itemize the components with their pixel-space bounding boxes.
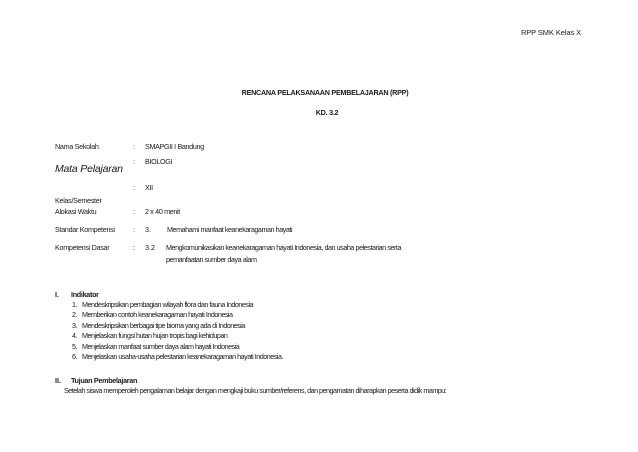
list-item — [72, 321, 283, 331]
colon-separator: : — [133, 225, 135, 234]
section-number-indikator: I. — [55, 290, 59, 299]
value-kompetensi-dasar-line2: pemanfaatan sumber daya alam — [166, 255, 257, 264]
document-subtitle: KD. 3.2 — [315, 108, 339, 117]
colon-separator: : — [133, 157, 135, 166]
list-item-number: 3. — [72, 320, 77, 330]
label-nama-sekolah: Nama Sekolah — [55, 142, 99, 151]
colon-separator: : — [133, 142, 135, 151]
header-note: RPP SMK Kelas X — [520, 28, 581, 37]
colon-separator: : — [133, 183, 135, 192]
section-title-indikator: Indikator — [71, 290, 99, 299]
label-standar-kompetensi: Standar Kompetensi — [55, 225, 115, 234]
number-kompetensi-dasar: 3.2 — [145, 243, 155, 252]
colon-separator: : — [133, 207, 135, 216]
list-item — [72, 331, 283, 341]
section-number-tujuan: II. — [55, 376, 61, 385]
tujuan-text: Setelah siswa memperoleh pengalaman belajar dengan mengkaji buku sumber/referens, dan pengamatan diharapkan peserta didik mampu: — [64, 386, 447, 395]
value-kelas-semester: XII — [145, 183, 153, 192]
value-nama-sekolah: SMAPGII I Bandung — [145, 142, 204, 151]
list-item-text: Menjelaskan usaha-usaha pelestarian keanekaragaman hayati Indonesia. — [82, 351, 283, 361]
value-kompetensi-dasar-line1: Mengkomunikasikan keanekaragaman hayati Indonesia, dan usaha pelestarian serta — [166, 243, 402, 252]
label-kompetensi-dasar: Kompetensi Dasar — [55, 243, 110, 252]
list-item-text: Memberikan contoh keanekaragaman hayati Indonesia — [82, 310, 233, 320]
value-standar-kompetensi: Memahami manfaat keanekaragaman hayati — [167, 225, 293, 234]
label-mata-pelajaran: Mata Pelajaran — [55, 163, 123, 175]
list-item — [72, 310, 283, 320]
colon-separator: : — [133, 243, 135, 252]
list-item-text: Menjelaskan manfaat sumber daya alam hayati Indonesia — [82, 341, 240, 351]
document-title: RENCANA PELAKSANAAN PEMBELAJARAN (RPP) — [241, 88, 409, 97]
list-item-text: Mendeskripsikan berbagai tipe bioma yang ada di Indonesia — [82, 320, 245, 330]
list-item-text: Menjelaskan fungsi hutan hujan tropis bagi kehidupan — [82, 331, 228, 341]
label-kelas-semester: Kelas/Semester — [55, 196, 102, 205]
list-item-number: 1. — [72, 300, 77, 309]
list-item — [72, 342, 283, 352]
value-alokasi-waktu: 2 x 40 menit — [145, 207, 180, 216]
list-item-text: Mendeskripsikan pembagian wilayah flora dan fauna Indonesia — [82, 300, 254, 309]
list-item-number: 6. — [72, 351, 77, 361]
section-title-tujuan: Tujuan Pembelajaran — [71, 376, 138, 385]
list-item — [72, 300, 283, 310]
indikator-list — [72, 300, 283, 362]
list-item-number: 4. — [72, 331, 77, 341]
label-alokasi-waktu: Alokasi Waktu — [55, 207, 97, 216]
list-item — [72, 352, 283, 362]
value-mata-pelajaran: BIOLOGI — [145, 157, 173, 166]
number-standar-kompetensi: 3. — [145, 225, 151, 234]
list-item-number: 2. — [72, 310, 77, 320]
list-item-number: 5. — [72, 341, 77, 351]
